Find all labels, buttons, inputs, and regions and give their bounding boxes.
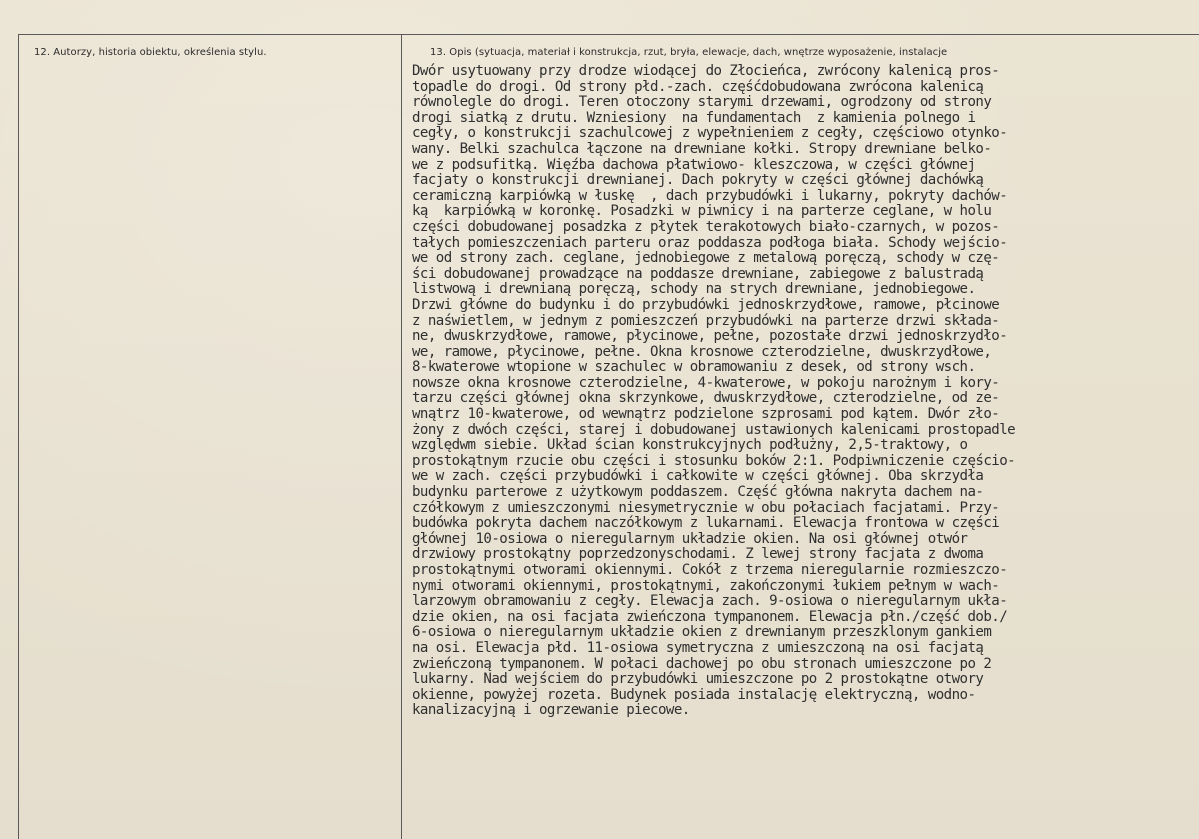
description-line: tałych pomieszczeniach parteru oraz poddasza podłoga biała. Schody wejścio- <box>412 234 1008 251</box>
description-line: we, ramowe, płycinowe, pełne. Okna krosnowe czterodzielne, dwuskrzydłowe, <box>412 343 992 360</box>
description-line: wany. Belki szachulca łączone na drewniane kołki. Stropy drewniane belko- <box>412 140 992 157</box>
description-line: facjaty o konstrukcji drewnianej. Dach pokryty w części głównej dachówką <box>412 172 984 189</box>
description-line: budynku parterowe z użytkowym poddaszem. Część główna nakryta dachem na- <box>412 484 984 501</box>
description-line: prostokątnymi otworami okiennymi. Cokół z trzema nieregularnie rozmieszczo- <box>412 562 1008 578</box>
description-line: ne, dwuskrzydłowe, ramowe, płycinowe, pełne, pozostałe drzwi jednoskrzydło- <box>412 328 1008 345</box>
description-line: nymi otworami okiennymi, prostokątnymi, zakończonymi łukiem pełnym w wach- <box>412 577 1000 594</box>
description-line: Dwór usytuowany przy drodze wiodącej do Złocieńca, zwrócony kalenicą pros- <box>412 63 1000 79</box>
description-line: budówka pokryta dachem naczółkowym z lukarnami. Elewacja frontowa w części <box>412 515 1000 532</box>
description-line: ceramiczną karpiówką w łuskę , dach przybudówki i lukarny, pokryty dachów- <box>412 187 1008 204</box>
description-line: listwową i drewnianą poręczą, schody na strych drewniane, jednobiegowe. <box>412 281 976 298</box>
description-line: we w zach. części przybudówki i całkowite w części głównej. Oba skrzydła <box>412 468 984 485</box>
description-line: wnątrz 10-kwaterowe, od wewnątrz podzielone szprosami pod kątem. Dwór zło- <box>412 406 1000 423</box>
description-text <box>412 64 1199 719</box>
description-line: równolegle do drogi. Teren otoczony starymi drzewami, ogrodzony od strony <box>412 94 992 111</box>
description-line: larzowym obramowaniu z cegły. Elewacja zach. 9-osiowa o nieregularnym ukła- <box>412 593 1008 610</box>
description-line: 6-osiowa o nieregularnym układzie okien z drewnianym przeszklonym gankiem <box>412 624 992 641</box>
column-divider <box>401 34 402 839</box>
description-line: okienne, powyżej rozeta. Budynek posiada instalację elektryczną, wodno- <box>412 686 976 703</box>
section-13-heading: 13. Opis (sytuacja, materiał i konstrukcja, rzut, bryła, elewacje, dach, wnętrze wyposażenie, instalacje <box>430 47 948 58</box>
description-line: we od strony zach. ceglane, jednobiegowe z metalową poręczą, schody w czę- <box>412 250 1000 267</box>
form-top-rule <box>18 34 1199 35</box>
description-line: zwieńczoną tympanonem. W połaci dachowej po obu stronach umieszczone po 2 <box>412 655 992 672</box>
description-line: drogi siatką z drutu. Wzniesiony na fundamentach z kamienia polnego i <box>412 109 976 126</box>
description-line: kanalizacyjną i ogrzewanie piecowe. <box>412 702 690 719</box>
form-left-border <box>18 34 19 839</box>
description-line: we z podsufitką. Więźba dachowa płatwiowo- kleszczowa, w części głównej <box>412 156 976 173</box>
description-line: Drzwi główne do budynku i do przybudówki jednoskrzydłowe, ramowe, płcinowe <box>412 296 1000 313</box>
description-line: części dobudowanej posadzka z płytek terakotowych biało-czarnych, w pozos- <box>412 218 1000 235</box>
description-line: nowsze okna krosnowe czterodzielne, 4-kwaterowe, w pokoju narożnym i kory- <box>412 374 1000 391</box>
description-line: 8-kwaterowe wtopione w szachulec w obramowaniu z desek, od strony wsch. <box>412 359 976 376</box>
description-line: ką karpiówką w koronkę. Posadzki w piwnicy i na parterze ceglane, w holu <box>412 203 992 220</box>
description-line: głównej 10-osiowa o nieregularnym układzie okien. Na osi głównej otwór <box>412 530 968 547</box>
description-line: ści dobudowanej prowadzące na poddasze drewniane, zabiegowe z balustradą <box>412 265 984 282</box>
description-line: dzie okien, na osi facjata zwieńczona tympanonem. Elewacja płn./część dob./ <box>412 608 1008 625</box>
description-line: z naświetlem, w jednym z pomieszczeń przybudówki na parterze drzwi składa- <box>412 312 1000 329</box>
description-line: topadle do drogi. Od strony płd.-zach. częśćdobudowana zwrócona kalenicą <box>412 78 984 95</box>
description-line: drzwiowy prostokątny poprzedzonyschodami. Z lewej strony facjata z dwoma <box>412 546 984 563</box>
description-line: prostokątnym rzucie obu części i stosunku boków 2:1. Podpiwniczenie częścio- <box>412 452 1016 469</box>
section-12-heading: 12. Autorzy, historia obiektu, określenia stylu. <box>34 47 267 58</box>
description-line: cegły, o konstrukcji szachulcowej z wypełnieniem z cegły, częściowo otynko- <box>412 125 1008 142</box>
description-line: tarzu części głównej okna skrzynkowe, dwuskrzydłowe, czterodzielne, od ze- <box>412 390 1000 407</box>
description-line: lukarny. Nad wejściem do przybudówki umieszczone po 2 prostokątne otwory <box>412 671 984 688</box>
description-line: względwm siebie. Układ ścian konstrukcyjnych podłużny, 2,5-traktowy, o <box>412 437 968 454</box>
description-line: na osi. Elewacja płd. 11-osiowa symetryczna z umieszczoną na osi facjatą <box>412 639 984 656</box>
description-line: żony z dwóch części, starej i dobudowanej ustawionych kalenicami prostopadle <box>412 421 1016 438</box>
description-line: czółkowym z umieszczonymi niesymetrycznie w obu połaciach facjatami. Przy- <box>412 499 1000 516</box>
